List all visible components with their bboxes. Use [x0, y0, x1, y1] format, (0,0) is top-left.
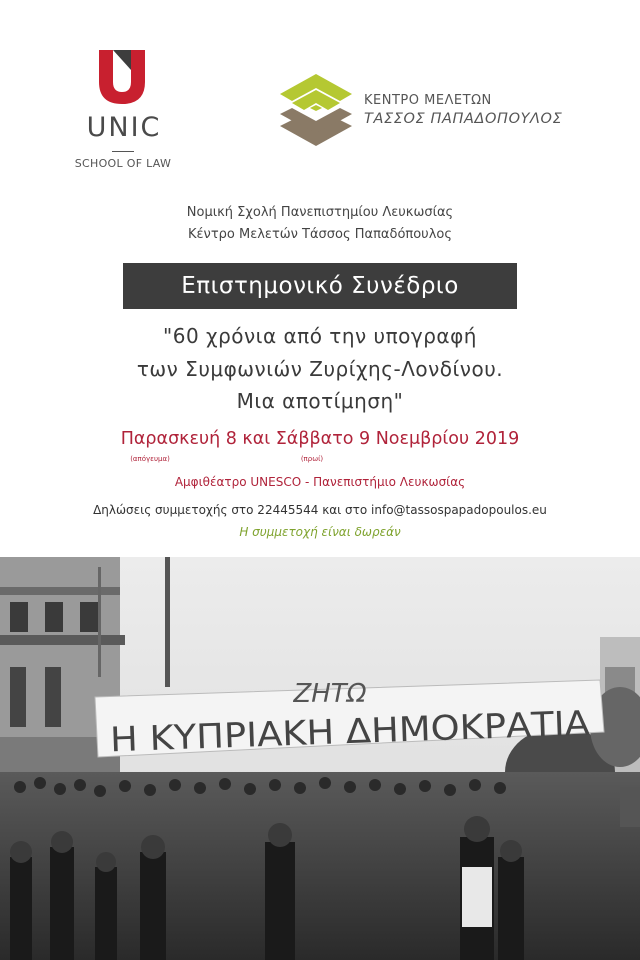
tassos-logo-mark [276, 70, 356, 150]
unic-divider [112, 151, 134, 152]
friday-time-note: (απόγευμα) [130, 455, 170, 463]
saturday-time-note: (πρωί) [300, 455, 324, 463]
title-line-3: Μια αποτίμηση" [236, 389, 404, 413]
event-dates: Παρασκευή 8 και Σάββατο 9 Νοεμβρίου 2019 [120, 429, 520, 449]
registration-info: Δηλώσεις συμμετοχής στο 22445544 και στο info@tassospapadopoulos.eu [93, 503, 547, 517]
organizer-law-school: Νομική Σχολή Πανεπιστημίου Λευκωσίας [186, 205, 454, 220]
unic-wordmark: UNIC [86, 112, 162, 143]
historic-crowd-photo [0, 557, 640, 960]
organizer-study-centre: Κέντρο Μελετών Τάσσος Παπαδόπουλος [188, 227, 452, 242]
title-line-1: "60 χρόνια από την υπογραφή [163, 324, 477, 348]
tassos-logo-line2: ΤΑΣΣΟΣ ΠΑΠΑΔΟΠΟΥΛΟΣ [364, 111, 563, 127]
venue: Αμφιθέατρο UNESCO - Πανεπιστήμιο Λευκωσίας [174, 475, 466, 489]
photo-banner-top-text: ΖΗΤΩ [293, 679, 367, 709]
title-line-2: των Συμφωνιών Ζυρίχης-Λονδίνου. [136, 357, 504, 381]
unic-logo-mark [97, 48, 147, 106]
conference-banner-text: Επιστημονικό Συνέδριο [181, 273, 459, 299]
unic-school-of-law: SCHOOL OF LAW [74, 157, 172, 170]
photo-banner-bottom-text: Η ΚΥΠΡΙΑΚΗ ΔΗΜΟΚΡΑΤΙΑ [109, 704, 554, 761]
tassos-logo-line1: ΚΕΝΤΡΟ ΜΕΛΕΤΩΝ [364, 93, 492, 108]
free-entry-note: Η συμμετοχή είναι δωρεάν [239, 525, 401, 539]
